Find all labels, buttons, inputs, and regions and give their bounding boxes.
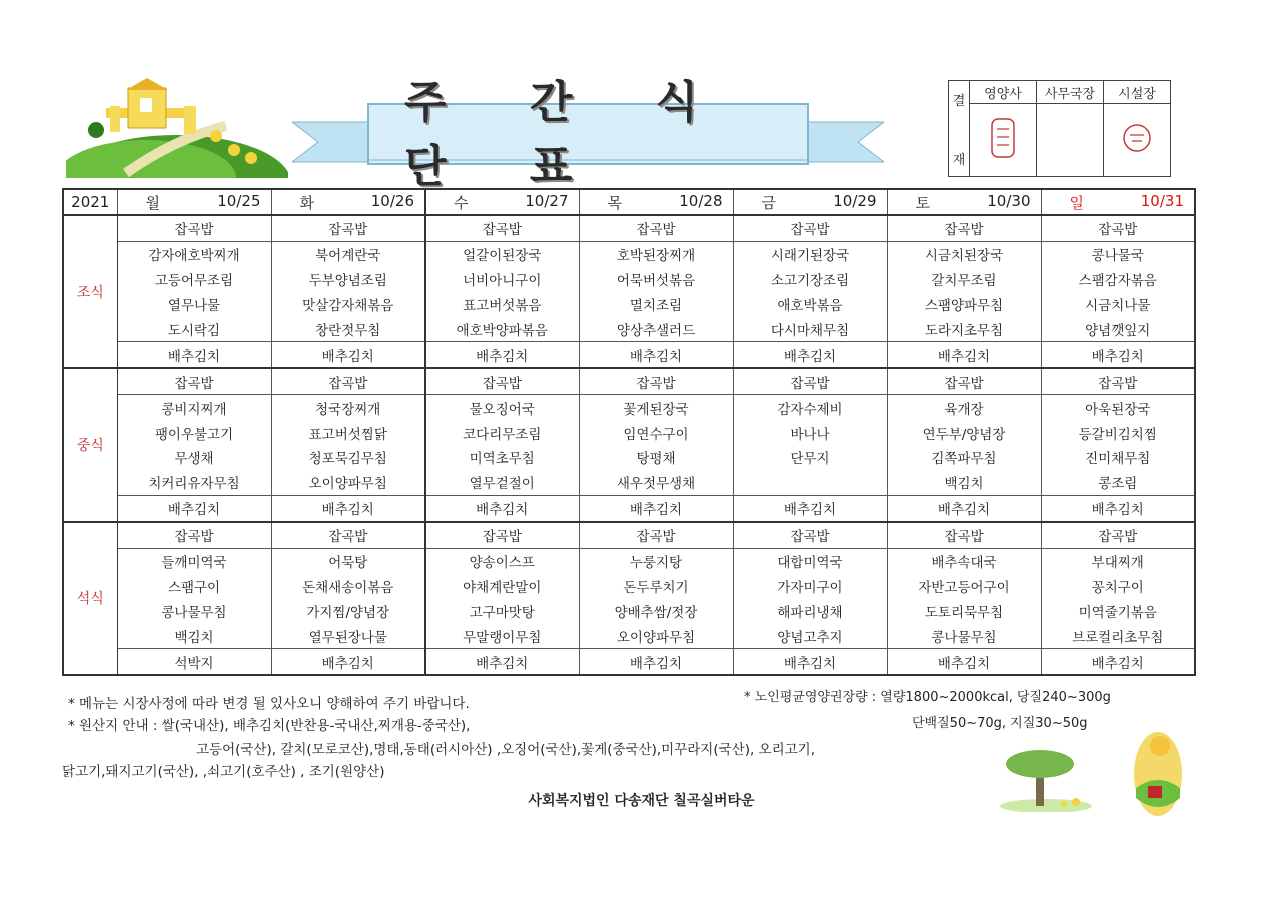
meal-label: 조식 [63, 215, 117, 368]
day-header-row [63, 189, 1195, 215]
menu-row [63, 522, 1195, 548]
menu-cell: 미역줄기볶음 [1041, 598, 1195, 623]
day-date: 10/27 [525, 191, 569, 210]
menu-row [63, 573, 1195, 598]
menu-row [63, 495, 1195, 521]
menu-cell: 탕평채 [579, 445, 733, 470]
menu-cell: 배추김치 [579, 495, 733, 521]
menu-cell: 팽이우불고기 [117, 420, 271, 445]
menu-cell: 무말랭이무침 [425, 623, 579, 648]
menu-cell: 들깨미역국 [117, 548, 271, 573]
menu-cell: 다시마채무침 [733, 317, 887, 342]
menu-cell: 배추김치 [733, 649, 887, 675]
menu-cell: 배추김치 [271, 495, 425, 521]
menu-row [63, 241, 1195, 266]
menu-cell: 돈두루치기 [579, 573, 733, 598]
day-date: 10/28 [679, 191, 723, 210]
origin-note: * 원산지 안내 : 쌀(국내산), 배추김치(반찬용-국내산,찌개용-중국산), [68, 718, 471, 734]
approval-signature-cell [970, 104, 1037, 177]
menu-cell: 배추김치 [733, 495, 887, 521]
menu-cell: 돈채새송이볶음 [271, 573, 425, 598]
day-date: 10/25 [217, 191, 261, 210]
menu-cell: 배추김치 [579, 342, 733, 368]
menu-cell: 양념깻잎지 [1041, 317, 1195, 342]
menu-cell: 배추김치 [117, 342, 271, 368]
menu-cell: 잡곡밥 [579, 215, 733, 241]
menu-cell: 오이양파무침 [579, 623, 733, 648]
menu-cell: 표고버섯찜닭 [271, 420, 425, 445]
menu-cell: 배추속대국 [887, 548, 1041, 573]
menu-cell: 단무지 [733, 445, 887, 470]
menu-cell: 콩나물무침 [117, 598, 271, 623]
menu-cell: 브로컬리초무침 [1041, 623, 1195, 648]
menu-cell: 호박된장찌개 [579, 241, 733, 266]
day-date: 10/30 [987, 191, 1031, 210]
menu-cell: 양념고추지 [733, 623, 887, 648]
menu-row [63, 368, 1195, 394]
menu-cell: 무생채 [117, 445, 271, 470]
menu-row [63, 317, 1195, 342]
menu-cell: 도라지초무침 [887, 317, 1041, 342]
nutrition-note: * 노인평균영양권장량 : 열량1800~2000kcal, 당질240~300g [744, 690, 1111, 705]
menu-cell: 해파리냉채 [733, 598, 887, 623]
menu-cell: 잡곡밥 [117, 215, 271, 241]
menu-cell: 배추김치 [425, 495, 579, 521]
page-title: 주 간 식 단 표 [404, 77, 733, 192]
menu-cell: 열무겉절이 [425, 470, 579, 495]
menu-cell: 시금치된장국 [887, 241, 1041, 266]
menu-cell: 잡곡밥 [271, 522, 425, 548]
house-hill-illustration [66, 78, 288, 178]
menu-cell: 애호박양파볶음 [425, 317, 579, 342]
menu-cell: 스팸감자볶음 [1041, 267, 1195, 292]
menu-cell: 갈치무조림 [887, 267, 1041, 292]
menu-cell: 육개장 [887, 395, 1041, 420]
day-name: 화 [299, 193, 314, 212]
menu-cell: 대합미역국 [733, 548, 887, 573]
menu-row [63, 598, 1195, 623]
origin-note: 닭고기,돼지고기(국산), ,쇠고기(호주산) , 조기(원양산) [62, 764, 385, 780]
menu-cell: 콩나물국 [1041, 241, 1195, 266]
menu-cell: 잡곡밥 [271, 368, 425, 394]
menu-cell: 스팸양파무침 [887, 292, 1041, 317]
menu-cell: 백김치 [117, 623, 271, 648]
menu-cell: 배추김치 [733, 342, 887, 368]
menu-row [63, 420, 1195, 445]
menu-cell: 잡곡밥 [1041, 522, 1195, 548]
menu-cell: 양상추샐러드 [579, 317, 733, 342]
menu-cell: 잡곡밥 [271, 215, 425, 241]
menu-cell: 바나나 [733, 420, 887, 445]
menu-cell: 잡곡밥 [733, 522, 887, 548]
menu-cell: 시래기된장국 [733, 241, 887, 266]
menu-cell: 배추김치 [425, 649, 579, 675]
menu-cell: 배추김치 [579, 649, 733, 675]
menu-cell: 꽃게된장국 [579, 395, 733, 420]
menu-cell: 부대찌개 [1041, 548, 1195, 573]
menu-row [63, 445, 1195, 470]
menu-cell: 감자애호박찌개 [117, 241, 271, 266]
menu-cell: 꽁치구이 [1041, 573, 1195, 598]
menu-cell: 어묵탕 [271, 548, 425, 573]
stamp-seal [988, 115, 1018, 161]
menu-cell: 어묵버섯볶음 [579, 267, 733, 292]
menu-cell: 고구마맛탕 [425, 598, 579, 623]
menu-cell: 배추김치 [271, 649, 425, 675]
day-name: 월 [145, 193, 160, 212]
approval-side-bottom: 재 [952, 152, 966, 168]
menu-cell: 맛살감자채볶음 [271, 292, 425, 317]
nutrition-note: 단백질50~70g, 지질30~50g [912, 716, 1088, 731]
menu-cell: 새우젓무생채 [579, 470, 733, 495]
day-date: 10/29 [833, 191, 877, 210]
menu-cell: 너비아니구이 [425, 267, 579, 292]
menu-row [63, 470, 1195, 495]
menu-cell: 도토리묵무침 [887, 598, 1041, 623]
approval-signature-cell [1037, 104, 1104, 177]
menu-row [63, 649, 1195, 675]
menu-row [63, 267, 1195, 292]
menu-cell: 잡곡밥 [733, 368, 887, 394]
menu-cell: 잡곡밥 [887, 522, 1041, 548]
menu-cell: 잡곡밥 [425, 215, 579, 241]
day-header-sun [1041, 189, 1195, 215]
menu-cell: 가자미구이 [733, 573, 887, 598]
menu-cell: 잡곡밥 [579, 522, 733, 548]
menu-cell: 자반고등어구이 [887, 573, 1041, 598]
menu-cell: 잡곡밥 [117, 522, 271, 548]
menu-cell: 치커리유자무침 [117, 470, 271, 495]
menu-cell: 잡곡밥 [425, 522, 579, 548]
menu-cell: 물오징어국 [425, 395, 579, 420]
day-header-sat [887, 189, 1041, 215]
menu-cell: 진미채무침 [1041, 445, 1195, 470]
meal-label: 석식 [63, 522, 117, 675]
origin-note: 고등어(국산), 갈치(모로코산),명태,동태(러시아산) ,오징어(국산),꽃게(중국산),미꾸라지(국산), 오리고기, [196, 742, 816, 758]
menu-cell: 등갈비김치찜 [1041, 420, 1195, 445]
day-header-wed [425, 189, 579, 215]
menu-change-note: * 메뉴는 시장사정에 따라 변경 될 있사오니 양해하여 주기 바랍니다. [68, 696, 470, 712]
meal-label: 중식 [63, 368, 117, 521]
menu-cell: 코다리무조림 [425, 420, 579, 445]
approval-header: 시설장 [1104, 81, 1171, 104]
menu-cell: 잡곡밥 [117, 368, 271, 394]
menu-cell: 소고기장조림 [733, 267, 887, 292]
menu-cell: 잡곡밥 [579, 368, 733, 394]
menu-cell: 콩비지찌개 [117, 395, 271, 420]
menu-cell: 청포묵김무침 [271, 445, 425, 470]
menu-cell: 얼갈이된장국 [425, 241, 579, 266]
menu-cell: 시금치나물 [1041, 292, 1195, 317]
menu-cell: 연두부/양념장 [887, 420, 1041, 445]
menu-cell: 콩나물무침 [887, 623, 1041, 648]
menu-cell: 배추김치 [271, 342, 425, 368]
menu-cell: 배추김치 [1041, 649, 1195, 675]
egg-landscape-illustration [1132, 728, 1184, 818]
day-date: 10/31 [1140, 191, 1184, 210]
approval-header: 사무국장 [1037, 81, 1104, 104]
menu-cell: 잡곡밥 [1041, 368, 1195, 394]
menu-cell: 미역초무침 [425, 445, 579, 470]
menu-cell: 잡곡밥 [425, 368, 579, 394]
approval-side-top: 결 [952, 93, 966, 109]
menu-cell: 배추김치 [887, 342, 1041, 368]
menu-row [63, 292, 1195, 317]
menu-cell: 잡곡밥 [1041, 215, 1195, 241]
menu-cell: 누룽지탕 [579, 548, 733, 573]
menu-cell: 김쪽파무침 [887, 445, 1041, 470]
menu-cell [733, 470, 887, 495]
menu-cell: 배추김치 [1041, 495, 1195, 521]
menu-cell: 열무된장나물 [271, 623, 425, 648]
menu-cell: 배추김치 [1041, 342, 1195, 368]
menu-cell: 임연수구이 [579, 420, 733, 445]
day-header-mon [117, 189, 271, 215]
menu-cell: 콩조림 [1041, 470, 1195, 495]
menu-cell: 북어계란국 [271, 241, 425, 266]
menu-cell: 백김치 [887, 470, 1041, 495]
menu-cell: 스팸구이 [117, 573, 271, 598]
organization-footer: 사회복지법인 다송재단 칠곡실버타운 [528, 793, 755, 809]
menu-cell: 양송이스프 [425, 548, 579, 573]
menu-cell: 잡곡밥 [887, 368, 1041, 394]
menu-cell: 오이양파무침 [271, 470, 425, 495]
day-name: 금 [761, 193, 776, 212]
menu-cell: 표고버섯볶음 [425, 292, 579, 317]
approval-side [949, 81, 970, 177]
day-name: 수 [454, 193, 469, 212]
menu-cell: 배추김치 [117, 495, 271, 521]
menu-row [63, 395, 1195, 420]
menu-cell: 야채계란말이 [425, 573, 579, 598]
approval-header: 영양사 [970, 81, 1037, 104]
menu-cell: 잡곡밥 [733, 215, 887, 241]
menu-cell: 두부양념조림 [271, 267, 425, 292]
menu-cell: 배추김치 [887, 649, 1041, 675]
day-name: 일 [1069, 193, 1084, 212]
tree-illustration [1000, 748, 1092, 812]
menu-cell: 아욱된장국 [1041, 395, 1195, 420]
menu-cell: 석박지 [117, 649, 271, 675]
menu-cell: 배추김치 [887, 495, 1041, 521]
menu-cell: 열무나물 [117, 292, 271, 317]
year-cell: 2021 [63, 189, 117, 215]
day-header-fri [733, 189, 887, 215]
menu-cell: 배추김치 [425, 342, 579, 368]
menu-row [63, 548, 1195, 573]
approval-signature-cell [1104, 104, 1171, 177]
day-name: 목 [607, 193, 622, 212]
menu-row [63, 623, 1195, 648]
menu-cell: 고등어무조림 [117, 267, 271, 292]
menu-cell: 감자수제비 [733, 395, 887, 420]
menu-cell: 창란젓무침 [271, 317, 425, 342]
approval-box [948, 80, 1171, 177]
menu-row [63, 342, 1195, 368]
menu-cell: 애호박볶음 [733, 292, 887, 317]
day-header-tue [271, 189, 425, 215]
stamp-seal [1120, 121, 1154, 155]
day-name: 토 [915, 193, 930, 212]
menu-cell: 잡곡밥 [887, 215, 1041, 241]
weekly-menu-table [62, 188, 1196, 676]
menu-cell: 청국장찌개 [271, 395, 425, 420]
menu-cell: 양배추쌈/젓장 [579, 598, 733, 623]
menu-cell: 멸치조림 [579, 292, 733, 317]
menu-cell: 가지찜/양념장 [271, 598, 425, 623]
day-date: 10/26 [370, 191, 414, 210]
menu-row [63, 215, 1195, 241]
day-header-thu [579, 189, 733, 215]
menu-cell: 도시락김 [117, 317, 271, 342]
